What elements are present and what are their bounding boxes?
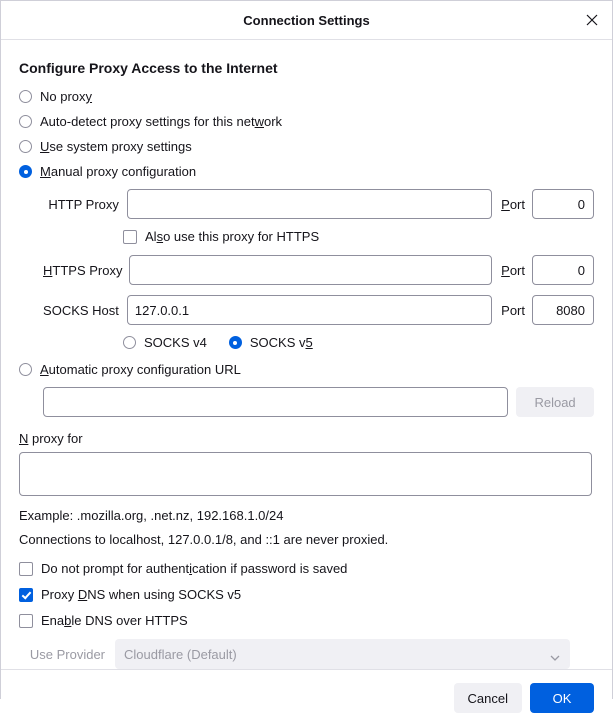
dialog-titlebar — [1, 1, 612, 40]
http-proxy-input[interactable] — [127, 189, 492, 219]
checkbox-indicator — [19, 562, 33, 576]
radio-auto-detect-proxy[interactable] — [19, 114, 594, 129]
also-use-proxy-https-checkbox[interactable] — [123, 229, 594, 244]
checkbox-indicator — [19, 588, 33, 602]
radio-indicator — [19, 140, 32, 153]
pac-url-input[interactable] — [43, 387, 508, 417]
radio-label: SOCKS v5 — [249, 335, 313, 350]
http-port-input[interactable] — [532, 189, 594, 219]
socks-host-input[interactable] — [127, 295, 492, 325]
dialog-title: Connection Settings — [243, 12, 370, 28]
page-title: Configure Proxy Access to the Internet — [19, 60, 278, 76]
radio-indicator — [229, 336, 242, 349]
checkbox-dns-over-https[interactable] — [19, 613, 594, 628]
socks-port-label: Port — [501, 302, 525, 318]
use-provider-row — [19, 639, 594, 669]
radio-label: Auto-detect proxy settings for this network — [40, 114, 283, 129]
checkbox-indicator — [123, 230, 137, 244]
cancel-button[interactable]: Cancel — [454, 683, 522, 713]
radio-automatic-proxy-url[interactable] — [19, 362, 594, 377]
no-proxy-for-label: N proxy for — [19, 431, 83, 446]
https-proxy-label: HTTPS Proxy — [43, 262, 123, 278]
radio-manual-proxy[interactable] — [19, 164, 594, 179]
radio-indicator — [19, 90, 32, 103]
no-proxy-example-text: Example: .mozilla.org, .net.nz, 192.168.1.0/24 — [19, 508, 284, 523]
checkbox-no-prompt-auth[interactable] — [19, 561, 594, 576]
use-provider-label: Use Provider — [29, 646, 105, 662]
radio-socks-v4[interactable] — [123, 335, 207, 350]
chevron-down-icon — [550, 650, 560, 665]
checkbox-proxy-dns-socks5[interactable] — [19, 587, 594, 602]
http-proxy-row — [43, 189, 594, 219]
https-port-input[interactable] — [532, 255, 594, 285]
provider-select[interactable] — [115, 639, 570, 669]
socks-host-row — [43, 295, 594, 325]
https-proxy-input[interactable] — [129, 255, 492, 285]
radio-indicator — [19, 363, 32, 376]
checkbox-label: Also use this proxy for HTTPS — [145, 229, 320, 244]
radio-label: SOCKS v4 — [144, 335, 207, 350]
radio-label: No proxy — [40, 89, 93, 104]
http-port-label: Port — [501, 196, 525, 212]
https-port-label: Port — [501, 262, 525, 278]
dialog-content — [1, 40, 612, 669]
checkbox-label: Proxy DNS when using SOCKS v5 — [41, 587, 242, 602]
https-proxy-row — [43, 255, 594, 285]
radio-system-proxy[interactable] — [19, 139, 594, 154]
ok-button[interactable]: OK — [530, 683, 594, 713]
radio-socks-v5[interactable] — [229, 335, 313, 350]
http-proxy-label: HTTP Proxy — [48, 196, 119, 212]
localhost-note-text: Connections to localhost, 127.0.0.1/8, and ::1 are never proxied. — [19, 532, 389, 547]
radio-indicator — [19, 165, 32, 178]
checkbox-label: Enable DNS over HTTPS — [41, 613, 188, 628]
socks-version-group — [123, 335, 594, 350]
provider-selected-value: Cloudflare (Default) — [124, 646, 237, 662]
radio-indicator — [123, 336, 136, 349]
no-proxy-for-input[interactable] — [19, 452, 592, 496]
pac-url-row — [43, 387, 594, 417]
dialog-footer — [1, 669, 612, 726]
socks-host-label: SOCKS Host — [43, 302, 119, 318]
checkbox-indicator — [19, 614, 33, 628]
reload-button[interactable]: Reload — [516, 387, 594, 417]
close-icon[interactable] — [580, 8, 604, 32]
radio-indicator — [19, 115, 32, 128]
radio-label: Automatic proxy configuration URL — [40, 362, 241, 377]
radio-label: Use system proxy settings — [40, 139, 192, 154]
socks-port-input[interactable] — [532, 295, 594, 325]
checkbox-label: Do not prompt for authentication if password is saved — [41, 561, 348, 576]
radio-no-proxy[interactable] — [19, 89, 594, 104]
radio-label: Manual proxy configuration — [40, 164, 197, 179]
